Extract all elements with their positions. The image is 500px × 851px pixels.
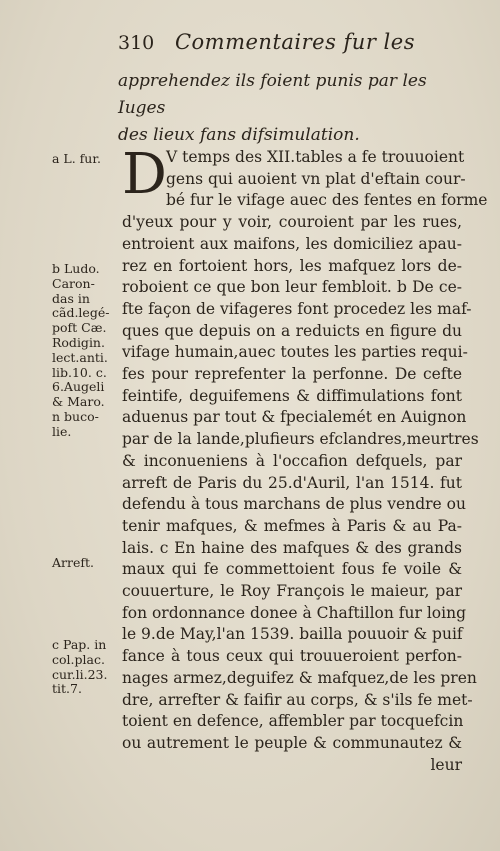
body-line: fance à tous ceux qui trouueroient perfon-: [122, 647, 462, 666]
body-paragraph: [122, 142, 488, 776]
margin-note-line: cur.li.23.: [52, 666, 108, 682]
running-title: Commentaires fur les: [174, 30, 415, 54]
margin-note-arrest: [52, 556, 122, 571]
margin-note-line: tit.7.: [52, 681, 82, 697]
drop-cap: D: [122, 142, 167, 207]
margin-note-line: cãd.legé-: [52, 305, 110, 321]
margin-note-line: lib.10. c.: [52, 364, 107, 380]
body-line: tenir mafques, & mefmes à Paris & au Pa-: [122, 516, 462, 535]
body-line: defendu à tous marchans de plus vendre ou: [122, 495, 466, 514]
body-line: bé fur le vifage auec des fentes en forme: [166, 191, 488, 210]
body-line: rez en fortoient hors, les mafquez lors de-: [122, 256, 462, 275]
margin-note-line: poft Cæ.: [52, 320, 107, 336]
body-line: & inconueniens à l'occafion defquels, par: [122, 451, 462, 470]
body-line: fte façon de vifageres font procedez les maf-: [122, 299, 472, 318]
section-heading: [118, 68, 468, 149]
body-line: par de la lande,plufieurs efclandres,meurtres: [122, 430, 479, 449]
body-line: V temps des XII.tables a fe trouuoient: [166, 148, 465, 166]
margin-note-line: Caron-: [52, 275, 95, 291]
margin-note-a: [52, 152, 122, 167]
body-line: maux qui fe commettoient fous fe voile &: [122, 560, 462, 579]
margin-note-line: col.plac.: [52, 651, 105, 667]
margin-note-line: lie.: [52, 423, 72, 439]
body-line: nages armez,deguifez & mafquez,de les pren: [122, 668, 477, 687]
section-heading-line: apprehendez ils foient punis par les Iuges: [118, 71, 427, 118]
body-line: leur: [430, 755, 462, 774]
margin-note-line: a L. fur.: [52, 151, 101, 166]
margin-note-b: [52, 262, 122, 440]
body-line: roboient ce que bon leur fembloit. b De ce-: [122, 278, 462, 297]
margin-note-line: das in: [52, 290, 90, 306]
body-line: d'yeux pour y voir, couroient par les rues,: [122, 213, 462, 232]
margin-note-line: n buco-: [52, 408, 99, 424]
margin-note-line: lect.anti.: [52, 349, 108, 365]
body-line: couuerture, le Roy François le maieur, par: [122, 582, 462, 601]
body-line: fes pour reprefenter la perfonne. De cefte: [122, 365, 462, 384]
margin-note-line: Arreft.: [52, 555, 94, 570]
body-line: le 9.de May,l'an 1539. bailla pouuoir & puif: [122, 625, 463, 644]
body-line: aduenus par tout & fpecialemét en Auignon: [122, 408, 467, 427]
body-line: lais. c En haine des mafques & des grands: [122, 538, 462, 557]
body-line: dre, arrefter & faifir au corps, & s'ils fe met-: [122, 690, 473, 709]
body-line: ques que depuis on a reduicts en figure du: [122, 321, 462, 340]
page-number: 310: [118, 32, 155, 54]
margin-note-line: b Ludo.: [52, 261, 100, 276]
body-line: ou autrement le peuple & communautez &: [122, 733, 462, 752]
margin-note-line: Rodigin.: [52, 334, 105, 350]
body-line: fon ordonnance donee à Chaftillon fur loing: [122, 603, 466, 622]
body-line: gens qui auoient vn plat d'eftain cour-: [166, 169, 466, 188]
margin-note-line: c Pap. in: [52, 637, 107, 652]
body-line: arreft de Paris du 25.d'Auril, l'an 1514. fut: [122, 473, 462, 492]
margin-note-line: & Maro.: [52, 394, 105, 410]
body-line: vifage humain,auec toutes les parties requi-: [122, 343, 468, 362]
body-line: entroient aux maifons, les domiciliez apau-: [122, 234, 462, 253]
margin-note-c: [52, 638, 122, 697]
page-header: [118, 30, 458, 54]
margin-note-line: 6.Augeli: [52, 379, 105, 395]
body-line: toient en defence, affembler par tocquefcin: [122, 712, 464, 731]
section-heading-line: des lieux fans difsimulation.: [118, 125, 360, 145]
body-line: feintife, deguifemens & diffimulations font: [122, 386, 462, 405]
